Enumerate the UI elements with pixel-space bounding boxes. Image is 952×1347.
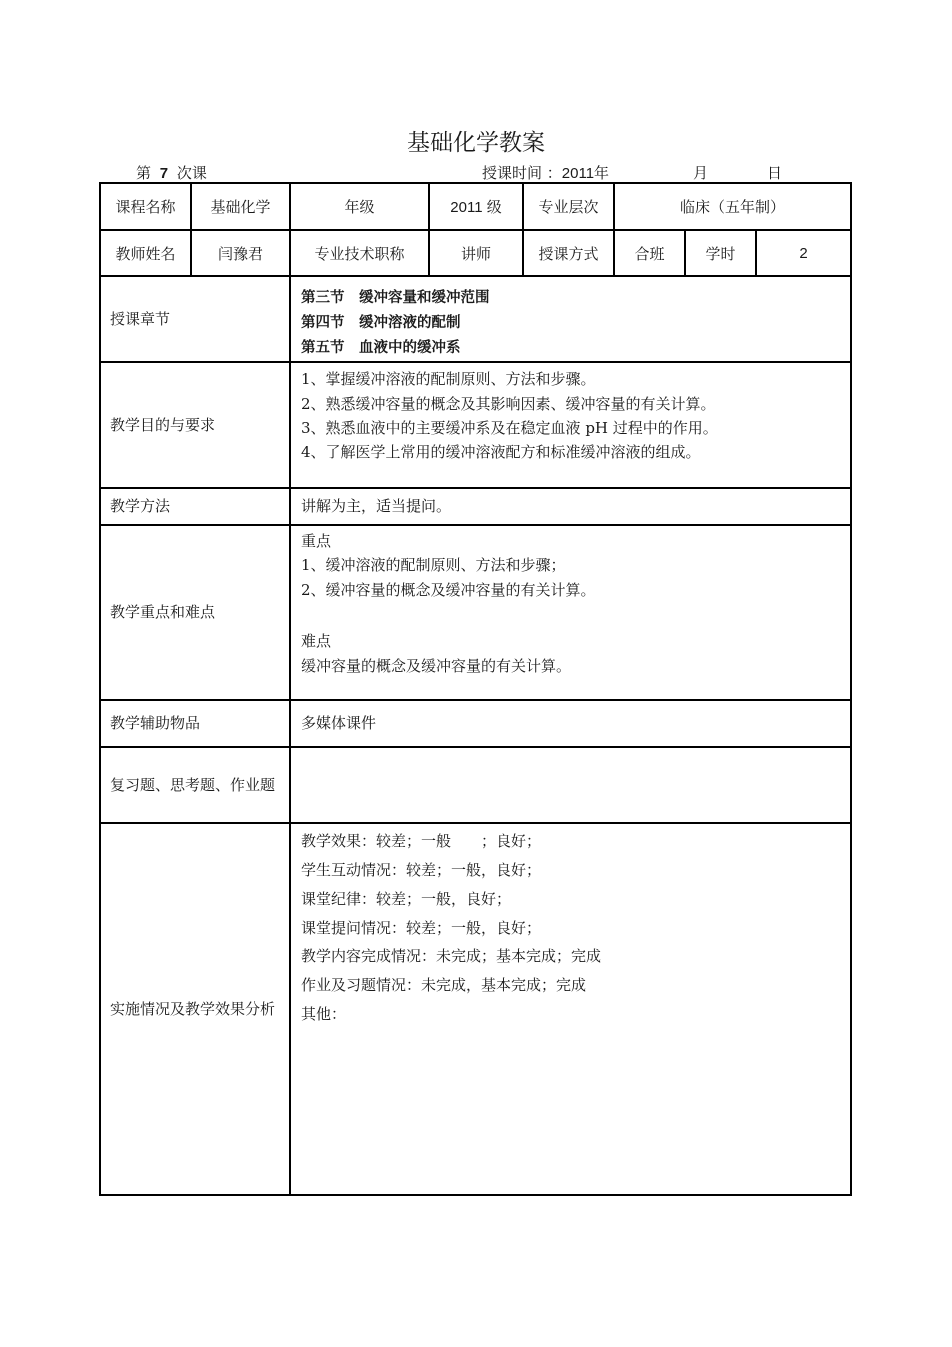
evaluation-label: 实施情况及教学效果分析 [110,999,276,1018]
month-unit: 月 [693,164,709,182]
objective-item: 4、了解医学上常用的缓冲溶液配方和标准缓冲溶液的组成。 [301,443,701,461]
key-heading: 重点 [301,532,332,550]
difficult-heading: 难点 [301,632,332,650]
methods-value: 讲解为主，适当提问。 [301,497,452,515]
lesson-suffix: 次课 [176,164,207,182]
hours-value: 2 [799,244,808,262]
document-title: 基础化学教案 [407,130,545,156]
evaluation-item: 其他： [301,1005,347,1023]
key-item: 2、缓冲容量的概念及缓冲容量的有关计算。 [301,581,596,599]
chapter-item: 第五节 血液中的缓冲系 [301,340,461,356]
evaluation-item: 教学效果：较差；一般 ；良好； [301,832,542,850]
chapters-label: 授课章节 [110,309,171,328]
objective-item: 2、熟悉缓冲容量的概念及其影响因素、缓冲容量的有关计算。 [301,395,716,413]
evaluation-item: 课堂纪律：较差；一般，良好； [301,890,512,908]
day-unit: 日 [767,164,783,182]
year-unit: 年 [594,164,610,182]
evaluation-item: 学生互动情况：较差；一般，良好； [301,861,542,879]
aids-value: 多媒体课件 [301,714,377,732]
course-name-value: 基础化学 [210,198,271,216]
difficult-text: 缓冲容量的概念及缓冲容量的有关计算。 [301,657,572,675]
level-label: 专业层次 [538,198,599,216]
key-points-label: 教学重点和难点 [110,603,216,621]
time-label: 授课时间 ： [482,164,562,182]
time-year: 2011 [561,165,595,182]
objective-item: 1、掌握缓冲溶液的配制原则、方法和步骤。 [301,370,596,388]
chapter-item: 第四节 缓冲溶液的配制 [301,315,461,331]
chapter-item: 第三节 缓冲容量和缓冲范围 [301,290,490,306]
grade-value: 2011 级 [450,199,502,216]
objectives-label: 教学目的与要求 [110,415,216,434]
lesson-prefix: 第 [136,164,152,182]
mode-value: 合班 [634,244,665,263]
methods-label: 教学方法 [110,497,171,515]
level-value: 临床（五年制） [679,198,785,216]
teacher-label: 教师姓名 [115,244,176,263]
mode-label: 授课方式 [538,244,599,263]
evaluation-item: 作业及习题情况：未完成，基本完成；完成 [301,976,587,994]
lesson-number [136,162,207,183]
key-item: 1、缓冲溶液的配制原则、方法和步骤； [301,556,566,574]
aids-label: 教学辅助物品 [110,714,201,732]
lesson-no: 7 [159,165,169,182]
review-value [301,748,841,822]
grade-label: 年级 [344,198,375,216]
evaluation-item: 教学内容完成情况：未完成；基本完成；完成 [301,947,602,965]
teaching-time [482,162,609,183]
evaluation-item: 课堂提问情况：较差；一般，良好； [301,919,542,937]
objective-item: 3、熟悉血液中的主要缓冲系及在稳定血液 pH 过程中的作用。 [301,419,718,437]
teacher-value: 闫豫君 [217,244,263,263]
course-name-label: 课程名称 [115,198,176,216]
hours-label: 学时 [705,244,736,263]
review-label: 复习题、思考题、作业题 [110,775,276,794]
title-value: 讲师 [460,244,491,263]
title-label: 专业技术职称 [314,244,405,263]
